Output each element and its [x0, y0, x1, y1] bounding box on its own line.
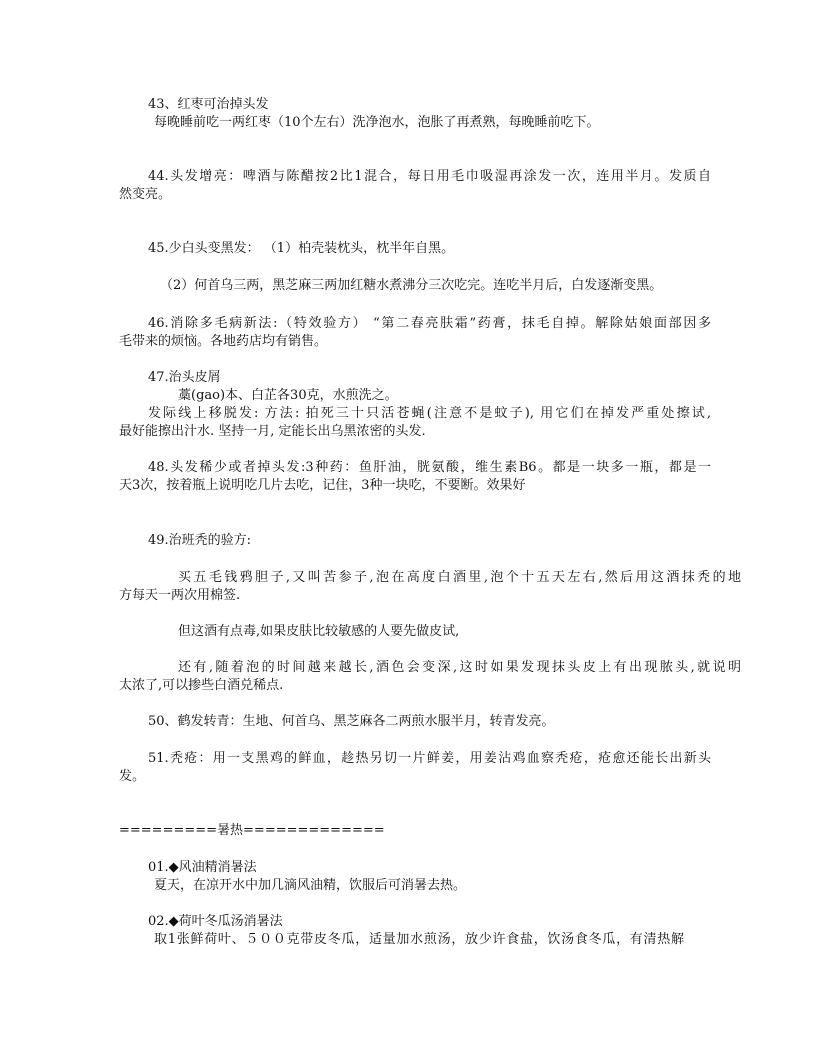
body-line: 夏天，在凉开水中加几滴风油精，饮服后可消暑去热。 — [154, 878, 467, 893]
body-line: 买五毛钱鸦胆子,又叫苦参子,泡在高度白酒里,泡个十五天左右,然后用这酒抹秃的地 — [178, 570, 741, 585]
body-line: 最好能擦出汁水. 坚持一月, 定能长出乌黑浓密的头发. — [119, 424, 426, 439]
heading-item-45: 45.少白头变黑发： （1）柏壳装枕头，枕半年自黑。 — [148, 241, 455, 256]
heading-item-46: 46.消除多毛病新法:（特效验方） “第二春亮肤霜”药膏，抹毛自掉。解除姑娘面部因多 — [148, 316, 711, 331]
heading-item-49: 49.治班秃的验方: — [148, 533, 252, 548]
body-line: 方每天一两次用棉签. — [119, 588, 241, 603]
body-line: （2）何首乌三两，黑芝麻三两加红糖水煮沸分三次吃完。连吃半月后，白发逐渐变黑。 — [160, 278, 663, 293]
body-line: 44.头发增亮：啤酒与陈醋按2比1混合，每日用毛巾吸湿再涂发一次，连用半月。发质自 — [148, 169, 711, 184]
body-line: 但这酒有点毒,如果皮肤比较敏感的人要先做皮试, — [178, 624, 460, 639]
heading-item-50: 50、鹤发转青：生地、何首乌、黑芝麻各二两煎水服半月，转青发亮。 — [148, 714, 555, 729]
body-line: 取1张鲜荷叶、５００克带皮冬瓜，适量加水煎汤，放少许食盐，饮汤食冬瓜，有清热解 — [154, 932, 684, 947]
heading-item-01: 01.◆风油精消暑法 — [148, 860, 257, 875]
heading-item-47: 47.治头皮屑 — [148, 370, 221, 385]
body-line: 太浓了,可以掺些白酒兑稀点. — [119, 678, 284, 693]
body-line: 天3次，按着瓶上说明吃几片去吃，记住，3种一块吃，不要断。效果好 — [119, 478, 526, 493]
body-line: 每晚睡前吃一两红枣（10个左右）洗净泡水，泡胀了再煮熟，每晚睡前吃下。 — [154, 115, 600, 130]
heading-item-43: 43、红枣可治掉头发 — [148, 97, 269, 112]
body-line: 毛带来的烦恼。各地药店均有销售。 — [119, 334, 328, 349]
body-line: 还有,随着泡的时间越来越长,酒色会变深,这时如果发现抹头皮上有出现脓头,就说明 — [178, 660, 741, 675]
section-divider-title: =========暑热============= — [119, 823, 385, 838]
body-line: 然变亮。 — [119, 187, 172, 202]
heading-item-51: 51.秃疮：用一支黑鸡的鲜血，趁热另切一片鲜姜，用姜沾鸡血察秃疮，疮愈还能长出新头 — [148, 751, 711, 766]
body-line: 藁(gao)本、白芷各30克，水煎洗之。 — [178, 388, 398, 403]
heading-item-48: 48.头发稀少或者掉头发:3种药：鱼肝油，胱氨酸，维生素B6。都是一块多一瓶，都是一 — [148, 460, 711, 475]
body-line: 发。 — [119, 769, 146, 784]
body-line: 发际线上移脱发: 方法: 拍死三十只活苍蝇(注意不是蚊子), 用它们在掉发严重处擦试, — [148, 406, 711, 421]
heading-item-02: 02.◆荷叶冬瓜汤消暑法 — [148, 914, 283, 929]
